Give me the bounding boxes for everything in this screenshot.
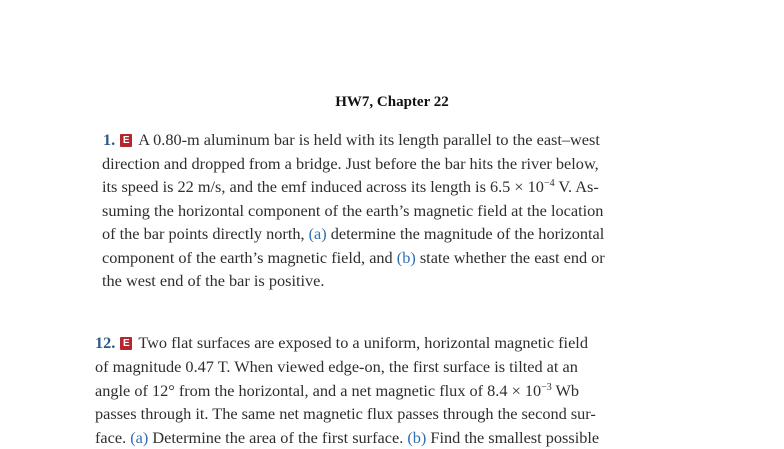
problem-1-line-3: its speed is 22 m/s, and the emf induced across its length is $6.5 \times 10^{-4}$ V. As- [102, 177, 599, 196]
problem-1-line-5: of the bar points directly north, (a) determine the magnitude of the horizontal [102, 224, 605, 243]
problem-1-line-6: component of the earth’s magnetic field, and (b) state whether the east end or [102, 248, 605, 267]
problem-1-number: 1. [103, 130, 116, 149]
page-title: HW7, Chapter 22 [335, 94, 449, 110]
part-a-label: (a) [308, 224, 327, 243]
part-a-label: (a) [130, 428, 149, 447]
problem-1-line-7: the west end of the bar is positive. [102, 271, 325, 290]
e-badge-icon: E [120, 337, 132, 350]
e-badge-icon: E [120, 134, 132, 147]
problem-12-line-4: passes through it. The same net magnetic flux passes through the second sur- [95, 404, 596, 423]
problem-12-number: 12. [95, 333, 116, 352]
problem-12-line-5: face. (a) Determine the area of the first surface. (b) Find the smallest possible [95, 428, 600, 447]
problem-12-line-2: of magnitude 0.47 T. When viewed edge-on, the first surface is tilted at an [95, 357, 578, 376]
problem-12-line-3: angle of 12° from the horizontal, and a net magnetic flux of $8.4 \times 10^{-3}$ Wb [95, 381, 580, 400]
problem-1-line-1: 1. E A 0.80-m aluminum bar is held with its length parallel to the east–west [103, 130, 600, 149]
problem-1-line-2: direction and dropped from a bridge. Just before the bar hits the river below, [102, 154, 599, 173]
problem-12-line-1: 12. E Two flat surfaces are exposed to a uniform, horizontal magnetic field [95, 333, 588, 352]
part-b-label: (b) [407, 428, 427, 447]
problem-1-line-4: suming the horizontal component of the earth’s magnetic field at the location [102, 201, 604, 220]
part-b-label: (b) [396, 248, 416, 267]
